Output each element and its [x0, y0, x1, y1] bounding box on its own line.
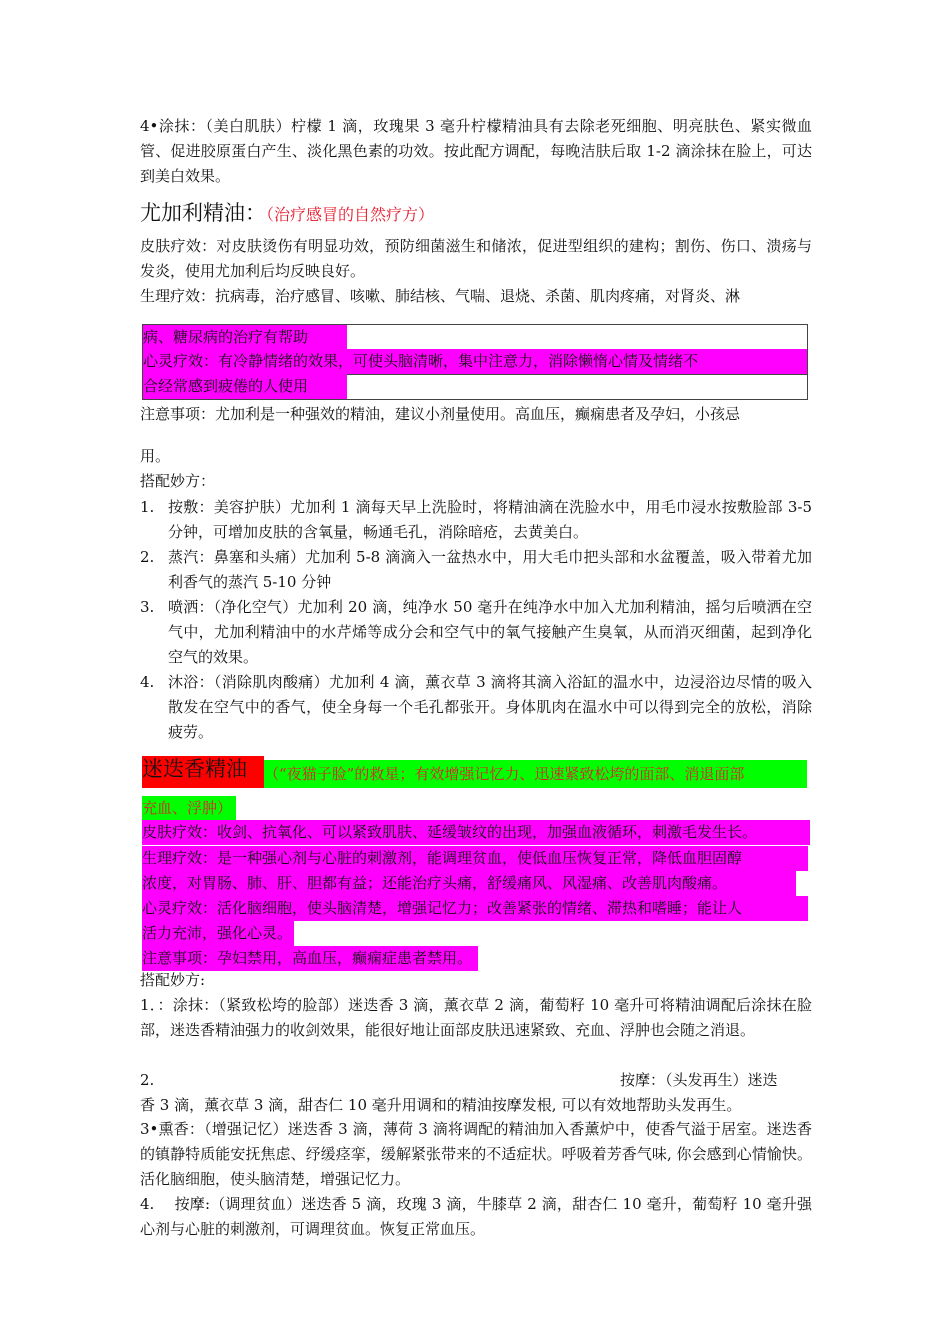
rosemary-recipe-1: 1．：涂抹：（紧致松垮的脸部）迷迭香 3 滴，薰衣草 2 滴，葡萄籽 10 毫升可将精油调配后涂抹在脸部，迷迭香精油强力的收剑效果，能很好地让面部皮肤迅速紧致、充血、浮肿也会随之消退。	[140, 996, 812, 1039]
eucalyptus-recipes-label: 搭配妙方：	[140, 472, 216, 490]
eucalyptus-recipe-4	[140, 670, 812, 745]
list-number: 1.	[140, 498, 155, 516]
rosemary-physio-effect-cont: 浓度，对胃肠、肺、肝、胆都有益；还能治疗头痛，舒缓痛风、风湿痛、改善肌肉酸痛。	[142, 871, 796, 896]
rosemary-recipe-3: 3•熏香：（增强记忆）迷迭香 3 滴，薄荷 3 滴将调配的精油加入香薰炉中，使香气溢于居室。迷迭香的镇静特质能安抚焦虑、纾缓痉挛，缓解紧张带来的不适症状。呼吸着芳香气味, 你会感到心情愉快。活化脑细胞，使头脑清楚，增强记忆力。	[140, 1120, 812, 1188]
eucalyptus-caution: 注意事项：尤加利是一种强效的精油，建议小剂量使用。高血压，癫痫患者及孕妇，小孩忌	[140, 405, 741, 423]
rosemary-physio-effect: 生理疗效：是一种强心剂与心脏的刺激剂，能调理贫血，使低血压恢复正常，降低血胆固醇	[142, 846, 808, 871]
eucalyptus-caution-end: 用。	[140, 447, 171, 465]
eucalyptus-recipe-3	[140, 595, 812, 670]
list-text: 按敷：美容护肤）尤加利 1 滴每天早上洗脸时，将精油滴在洗脸水中，用毛巾浸水按敷脸部 3-5 分钟，可增加皮肤的含氧量，畅通毛孔，消除暗疮，去黄美白。	[168, 498, 812, 541]
table-cell: 心灵疗效：有冷静情绪的效果，可使头脑清晰，集中注意力，消除懒惰心情及情绪不	[143, 349, 807, 374]
eucalyptus-heading	[140, 198, 434, 230]
rosemary-recipe-2: 香 3 滴，薰衣草 3 滴，甜杏仁 10 毫升用调和的精油按摩发根, 可以有效地帮助头发再生。	[140, 1096, 742, 1114]
table-cell: 合经常感到疲倦的人使用	[143, 374, 347, 399]
eucalyptus-recipe-2	[140, 545, 812, 595]
rosemary-caution: 注意事项：孕妇禁用，高血压，癫痫症患者禁用。	[142, 946, 478, 971]
table-cell: 病、糖尿病的治疗有帮助	[143, 325, 347, 350]
intro-paragraph: 4•涂抹：（美白肌肤）柠檬 1 滴，玫瑰果 3 毫升柠檬精油具有去除老死细胞、明亮肤色、紧实微血管、促进胶原蛋白产生、淡化黑色素的功效。按此配方调配，每晚洁肤后取 1-2 滴涂抹在脸上，可达到美白效果。	[140, 117, 812, 185]
eucalyptus-recipe-1	[140, 495, 812, 545]
rosemary-title-highlight	[142, 756, 264, 788]
rosemary-title: 迷迭香精油	[142, 757, 247, 781]
list-number: 4.	[140, 673, 155, 691]
list-text: 蒸汽：鼻塞和头痛）尤加利 5-8 滴滴入一盆热水中，用大毛巾把头部和水盆覆盖，吸入带着尤加利香气的蒸汽 5-10 分钟	[168, 548, 812, 591]
rosemary-mind-effect-cont: 活力充沛，强化心灵。	[142, 921, 294, 946]
rosemary-recipe-4: 4. 按摩:（调理贫血）迷迭香 5 滴，玫瑰 3 滴，牛膝草 2 滴，甜杏仁 10 毫升，葡萄籽 10 毫升强心剂与心脏的刺激剂，可调理贫血。恢复正常血压。	[140, 1195, 812, 1238]
eucalyptus-title: 尤加利精油：	[140, 201, 266, 225]
rosemary-subtitle-highlight	[264, 760, 807, 788]
rosemary-subtitle: （“夜猫子脸”的救星；有效增强记忆力、迅速紧致松垮的面部、消退面部	[264, 765, 745, 783]
eucalyptus-table-row-2	[142, 349, 808, 375]
eucalyptus-table-row-3	[142, 374, 808, 400]
eucalyptus-skin-effect: 皮肤疗效：对皮肤烫伤有明显功效，预防细菌滋生和储浓，促进型组织的建构；割伤、伤口、溃疡与发炎，使用尤加利后均反映良好。	[140, 237, 812, 280]
eucalyptus-physio-effect: 生理疗效：抗病毒，治疗感冒、咳嗽、肺结核、气喘、退烧、杀菌、肌肉疼痛，对肾炎、淋	[140, 287, 741, 305]
list-number: 3.	[140, 598, 155, 616]
rosemary-recipe-2-head: 按摩：（头发再生）迷迭	[620, 1071, 778, 1089]
eucalyptus-table-row-1	[142, 324, 808, 351]
list-number: 2.	[140, 548, 155, 566]
eucalyptus-subtitle: （治疗感冒的自然疗方）	[266, 205, 435, 224]
rosemary-recipes-label: 搭配妙方:	[140, 971, 206, 989]
list-text: 沐浴：（消除肌肉酸痛）尤加利 4 滴，薰衣草 3 滴将其滴入浴缸的温水中，边浸浴边尽情的吸入散发在空气中的香气，使全身每一个毛孔都张开。身体肌肉在温水中可以得到完全的放松，消除疲劳。	[168, 673, 812, 741]
rosemary-recipe-2-number: 2.	[140, 1071, 155, 1089]
list-text: 喷洒：（净化空气）尤加利 20 滴，纯净水 50 毫升在纯净水中加入尤加利精油，摇匀后喷洒在空气中，尤加利精油中的水芹烯等成分会和空气中的氧气接触产生臭氧，从而消灭细菌，起到净化空气的效果。	[168, 598, 812, 666]
rosemary-subtitle-end: 充血、浮肿）	[142, 796, 236, 821]
rosemary-skin-effect: 皮肤疗效：收剑、抗氧化、可以紧致肌肤、延缓皱纹的出现，加强血液循环，刺激毛发生长。	[142, 820, 810, 845]
rosemary-mind-effect: 心灵疗效：活化脑细胞，使头脑清楚，增强记忆力；改善紧张的情绪、滞热和嗜睡；能让人	[142, 896, 808, 921]
